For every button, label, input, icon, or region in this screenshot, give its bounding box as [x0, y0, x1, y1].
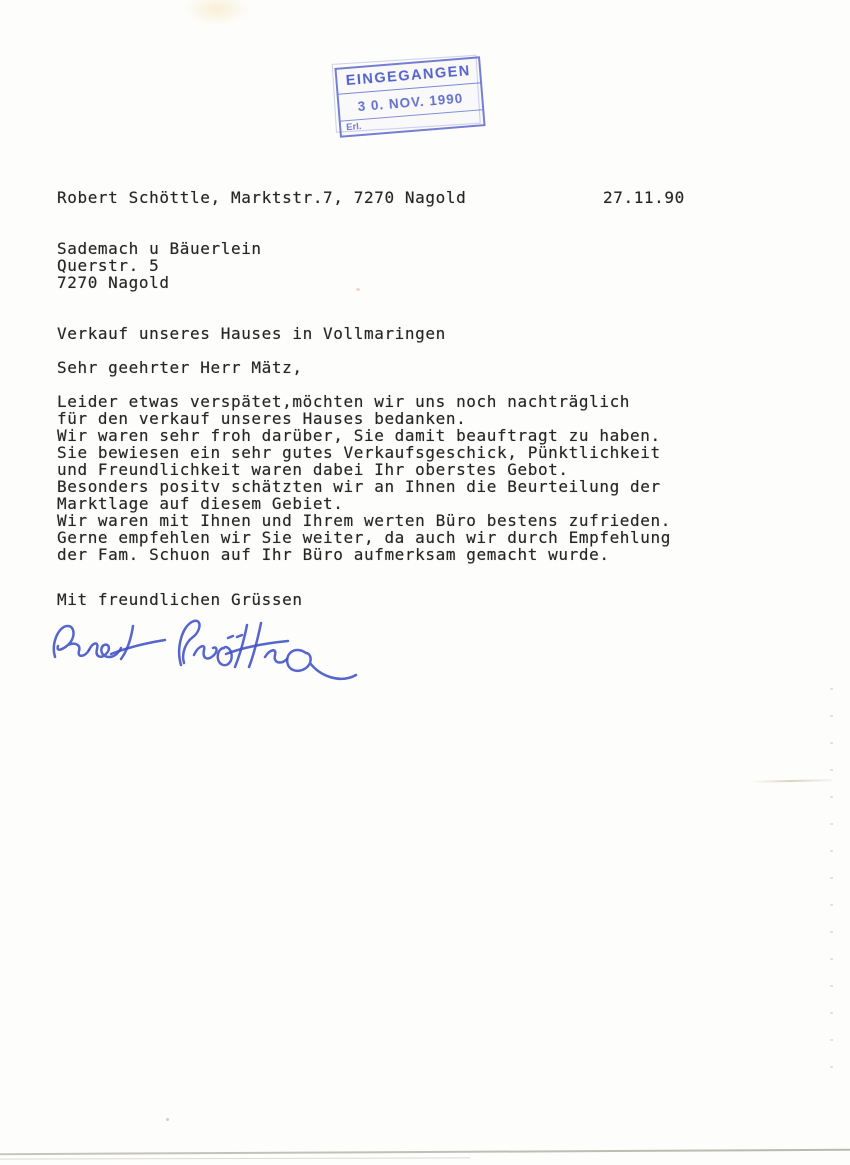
- scan-bottom-edge: [0, 1149, 850, 1156]
- salutation-line: Sehr geehrter Herr Mätz,: [57, 358, 303, 377]
- body-line: Marktlage auf diesem Gebiet.: [57, 494, 344, 513]
- recipient-block: [57, 240, 262, 291]
- body-line: Sie bewiesen ein sehr gutes Verkaufsgeschick, Pünktlichkeit: [57, 443, 661, 462]
- body-line: für den verkauf unseres Hauses bedanken.: [57, 409, 467, 428]
- body-line: Gerne empfehlen wir Sie weiter, da auch wir durch Empfehlung: [57, 528, 671, 547]
- body-line: Leider etwas verspätet,möchten wir uns noch nachträglich: [57, 392, 631, 411]
- body-line: Wir waren mit Ihnen und Ihrem werten Büro bestens zufrieden.: [57, 511, 671, 530]
- stamp-note-text: Erl.: [341, 109, 484, 135]
- body-line: der Fam. Schuon auf Ihr Büro aufmerksam gemacht wurde.: [57, 545, 610, 564]
- recipient-line: Sademach u Bäuerlein: [57, 239, 262, 258]
- handwritten-signature: [48, 616, 364, 700]
- sender-line: Robert Schöttle, Marktstr.7, 7270 Nagold: [57, 188, 467, 207]
- paper-crease: [750, 779, 832, 783]
- recipient-line: 7270 Nagold: [57, 273, 170, 292]
- scan-edge-specks: [830, 688, 833, 1088]
- body-line: Besonders positv schätzten wir an Ihnen die Beurteilung der: [57, 477, 661, 496]
- scan-speck: [166, 1118, 169, 1121]
- body-line: und Freundlichkeit waren dabei Ihr oberstes Gebot.: [57, 460, 569, 479]
- stamp-title-text: EINGEGANGEN: [337, 58, 481, 94]
- received-stamp: [334, 56, 485, 137]
- letter-date: 27.11.90: [603, 188, 685, 207]
- recipient-line: Querstr. 5: [57, 256, 160, 275]
- body-line: Wir waren sehr froh darüber, Sie damit beauftragt zu haben.: [57, 426, 661, 445]
- stamp-date-text: 3 0. NOV. 1990: [357, 90, 464, 115]
- closing-line: Mit freundlichen Grüssen: [57, 590, 303, 609]
- subject-line: Verkauf unseres Hauses in Vollmaringen: [57, 324, 446, 343]
- letter-body: [57, 393, 671, 563]
- scan-speck: [356, 288, 360, 291]
- scan-smudge: [183, 0, 251, 26]
- scan-bottom-edge-2: [0, 1157, 470, 1159]
